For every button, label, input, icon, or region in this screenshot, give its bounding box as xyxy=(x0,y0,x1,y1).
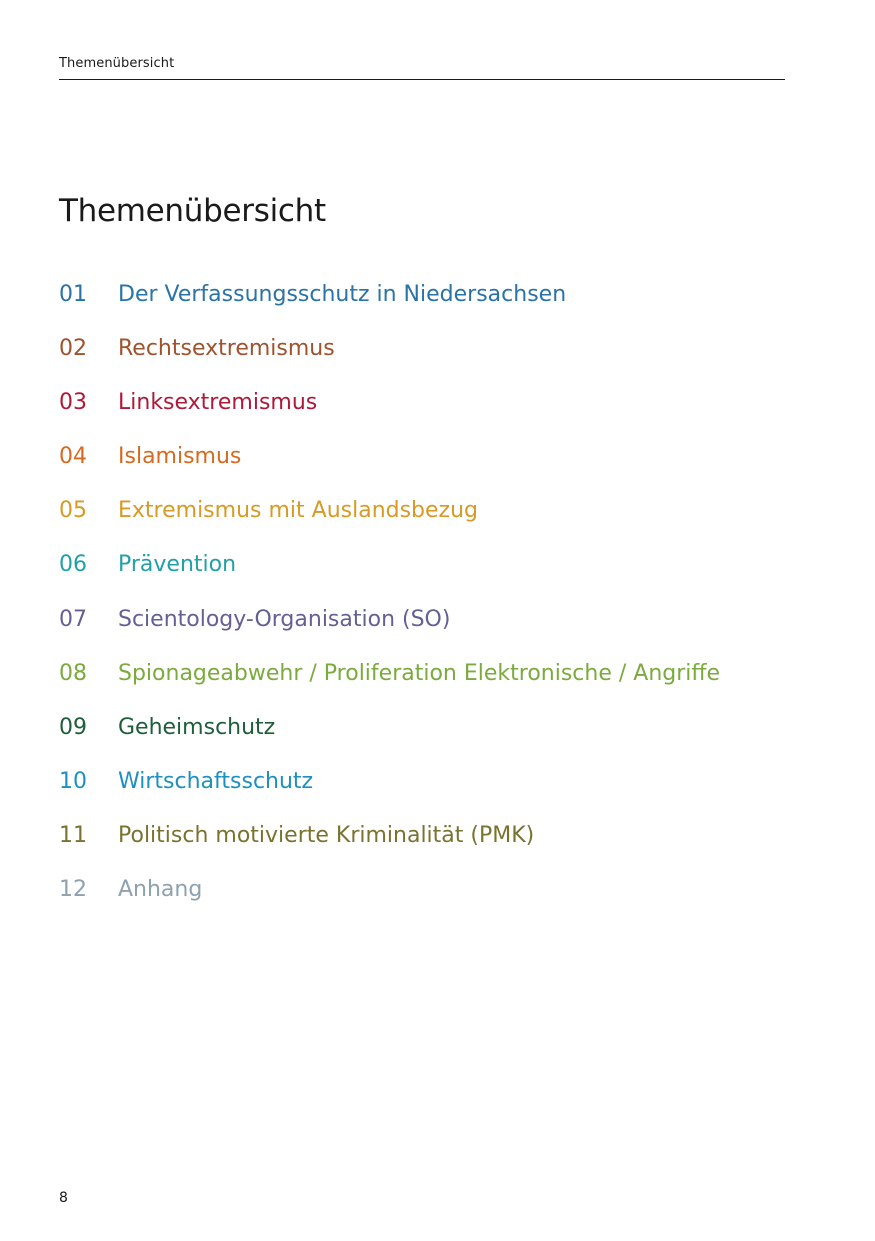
toc-item-07[interactable] xyxy=(59,607,720,661)
toc-label[interactable]: Spionageabwehr / Proliferation Elektronische / Angriffe xyxy=(118,660,721,686)
toc-item-09[interactable] xyxy=(59,715,720,769)
toc-number: 12 xyxy=(59,877,87,903)
toc-number: 08 xyxy=(59,660,87,686)
toc-number: 07 xyxy=(59,606,87,632)
toc-item-11[interactable] xyxy=(59,823,720,877)
toc-item-06[interactable] xyxy=(59,552,720,606)
toc-number: 11 xyxy=(59,822,87,848)
toc-item-05[interactable] xyxy=(59,498,720,552)
toc-item-02[interactable] xyxy=(59,336,720,390)
table-of-contents xyxy=(59,282,720,931)
toc-number: 03 xyxy=(59,390,87,416)
toc-label[interactable]: Extremismus mit Auslandsbezug xyxy=(118,498,479,524)
toc-label[interactable]: Der Verfassungsschutz in Niedersachsen xyxy=(118,282,567,307)
toc-label[interactable]: Politisch motivierte Kriminalität (PMK) xyxy=(118,822,535,848)
toc-number: 06 xyxy=(59,552,87,578)
toc-item-08[interactable] xyxy=(59,661,720,715)
toc-number: 09 xyxy=(59,714,87,740)
toc-label[interactable]: Anhang xyxy=(118,877,203,903)
toc-label[interactable]: Islamismus xyxy=(118,444,242,470)
toc-item-04[interactable] xyxy=(59,444,720,498)
toc-item-10[interactable] xyxy=(59,769,720,823)
page-title: Themenübersicht xyxy=(59,193,326,229)
toc-label[interactable]: Prävention xyxy=(118,552,237,578)
page-number: 8 xyxy=(59,1190,68,1206)
toc-item-03[interactable] xyxy=(59,390,720,444)
toc-label[interactable]: Linksextremismus xyxy=(118,390,318,416)
toc-item-01[interactable] xyxy=(59,282,720,336)
toc-number: 04 xyxy=(59,444,87,470)
toc-number: 01 xyxy=(59,282,87,307)
toc-label[interactable]: Geheimschutz xyxy=(118,714,276,740)
toc-item-12[interactable] xyxy=(59,877,720,931)
toc-label[interactable]: Wirtschaftsschutz xyxy=(118,768,314,794)
running-header: Themenübersicht xyxy=(59,56,175,71)
toc-label[interactable]: Rechtsextremismus xyxy=(118,336,335,362)
header-divider xyxy=(59,79,785,80)
toc-number: 02 xyxy=(59,336,87,362)
toc-label[interactable]: Scientology-Organisation (SO) xyxy=(118,606,451,632)
toc-number: 10 xyxy=(59,768,87,794)
toc-number: 05 xyxy=(59,498,87,524)
